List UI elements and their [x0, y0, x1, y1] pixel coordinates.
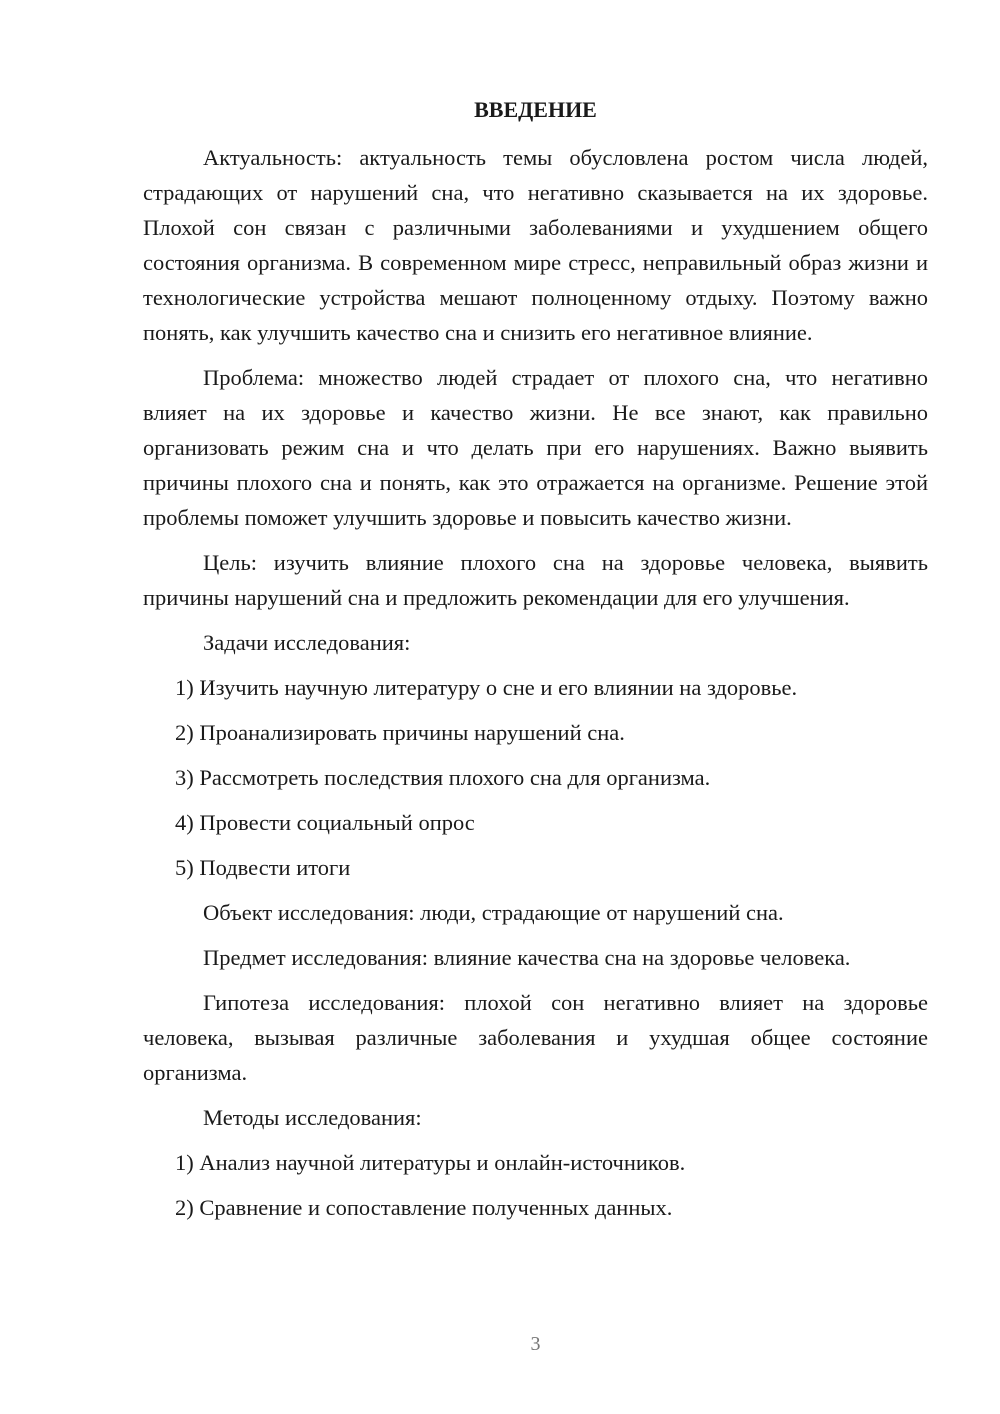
- relevance-paragraph: Актуальность: актуальность темы обусловлена ростом числа людей, страдающих от нарушений сна, что негативно сказывается на их здоровье. Плохой сон связан с различными заболеваниями и ухудшением общего состояния организма. В современном мире стресс, неправильный образ жизни и технологические устройства мешают полноценному отдыху. Поэтому важно понять, как улучшить качество сна и снизить его негативное влияние.: [143, 145, 928, 345]
- tasks-heading: Задачи исследования:: [203, 630, 411, 655]
- section-title: ВВЕДЕНИЕ: [474, 97, 597, 122]
- object-paragraph: Объект исследования: люди, страдающие от нарушений сна.: [203, 900, 784, 925]
- page-number: 3: [530, 1333, 541, 1355]
- document-page: [143, 92, 928, 1235]
- methods-heading: Методы исследования:: [203, 1105, 422, 1130]
- task-item: 5) Подвести итоги: [175, 855, 351, 880]
- task-item: 3) Рассмотреть последствия плохого сна для организма.: [175, 765, 711, 790]
- task-item: 1) Изучить научную литературу о сне и его влиянии на здоровье.: [175, 675, 798, 700]
- method-item: 2) Сравнение и сопоставление полученных данных.: [175, 1195, 673, 1220]
- subject-paragraph: Предмет исследования: влияние качества сна на здоровье человека.: [203, 945, 851, 970]
- task-item: 4) Провести социальный опрос: [175, 810, 475, 835]
- hypothesis-paragraph: Гипотеза исследования: плохой сон негативно влияет на здоровье человека, вызывая различные заболевания и ухудшая общее состояние организма.: [143, 990, 928, 1085]
- method-item: 1) Анализ научной литературы и онлайн-источников.: [175, 1150, 686, 1175]
- task-item: 2) Проанализировать причины нарушений сна.: [175, 720, 625, 745]
- goal-paragraph: Цель: изучить влияние плохого сна на здоровье человека, выявить причины нарушений сна и предложить рекомендации для его улучшения.: [143, 550, 928, 610]
- problem-paragraph: Проблема: множество людей страдает от плохого сна, что негативно влияет на их здоровье и качество жизни. Не все знают, как правильно организовать режим сна и что делать при его нарушениях. Важно выявить причины плохого сна и понять, как это отражается на организме. Решение этой проблемы поможет улучшить здоровье и повысить качество жизни.: [143, 365, 928, 530]
